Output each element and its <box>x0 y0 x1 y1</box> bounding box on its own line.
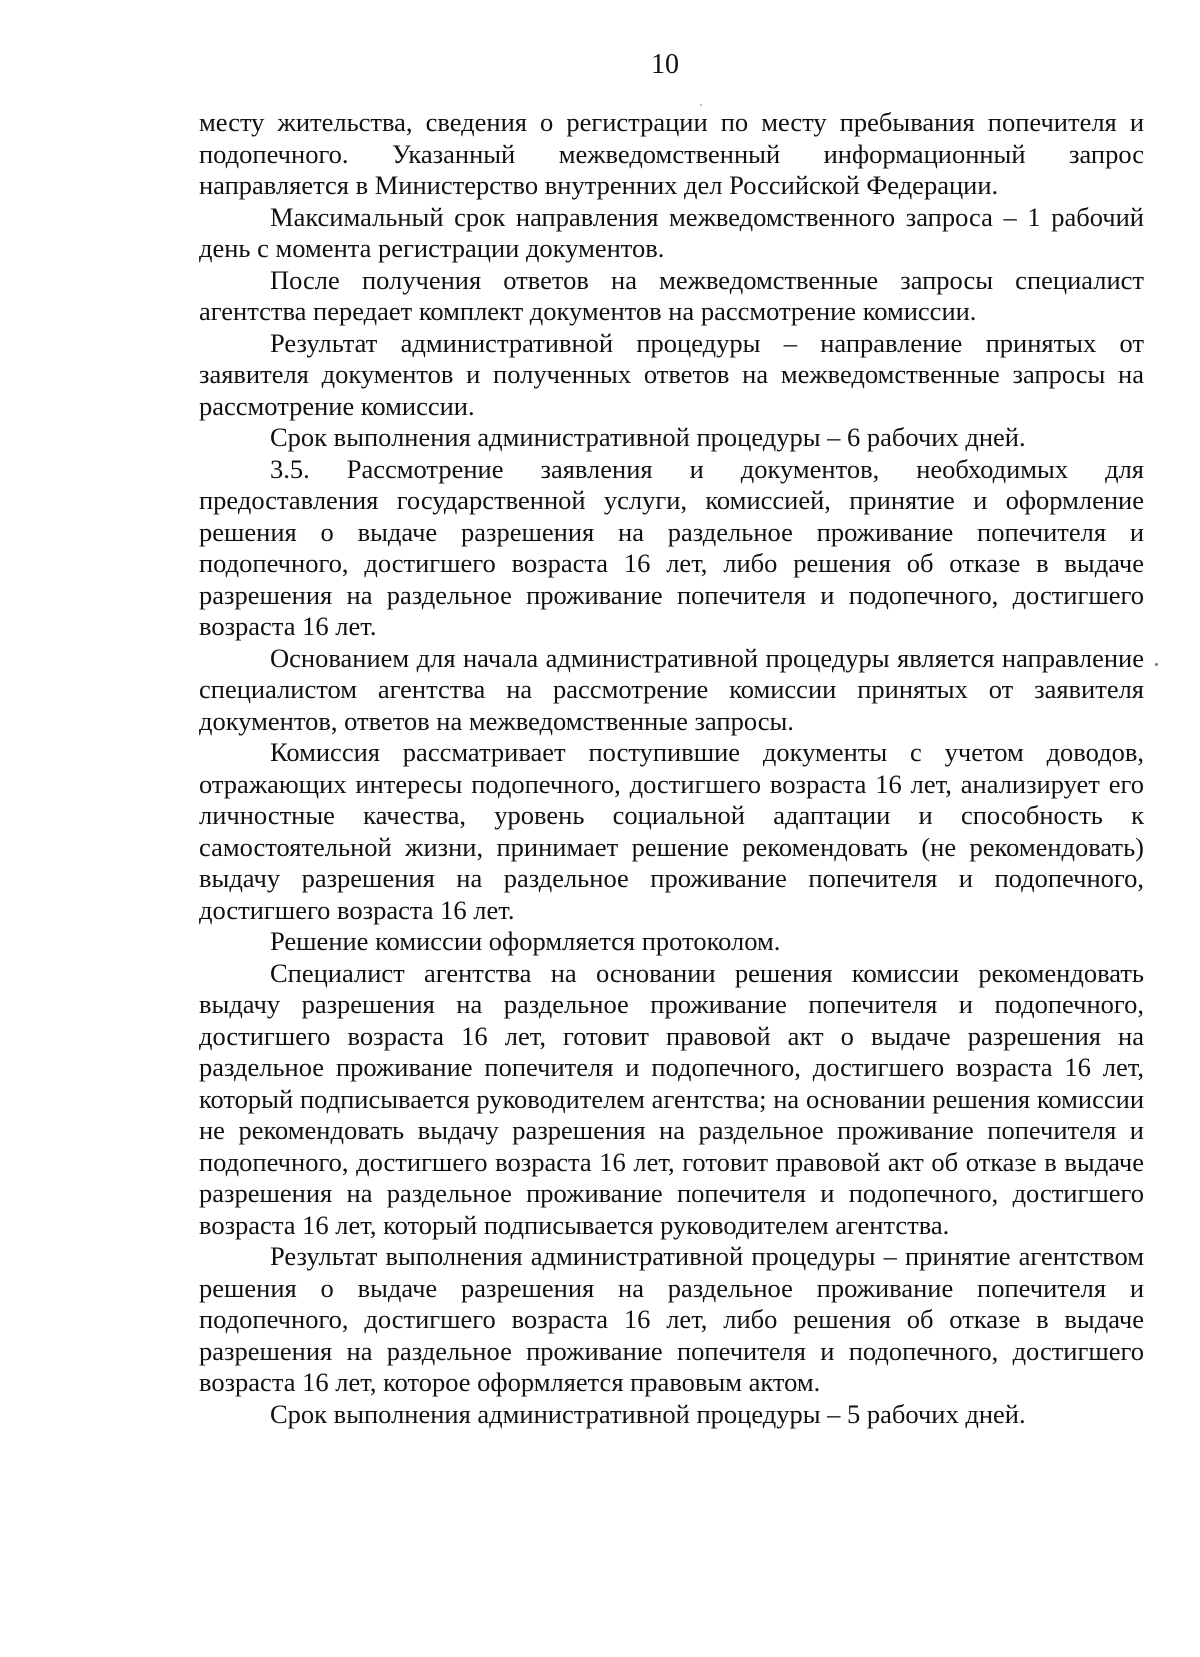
paragraph-procedure-basis: Основанием для начала административной процедуры является направление специалистом агентства на рассмотрение комиссии принятых от заявителя документов, ответов на межведомственные запросы. <box>199 642 1144 736</box>
scan-speck <box>700 104 702 106</box>
paragraph-procedure-term-5-days: Срок выполнения административной процедуры – 5 рабочих дней. <box>270 1398 1026 1429</box>
page-number: 10 <box>651 49 679 80</box>
paragraph-specialist-actions: Специалист агентства на основании решения комиссии рекомендовать выдачу разрешения на раздельное проживание попечителя и подопечного, достигшего возраста 16 лет, готовит правовой акт о выдаче разрешения на раздельное проживание попечителя и подопечного, достигшего возраста 16 лет, который подписывается руководителем агентства; на основании решения комиссии не рекомендовать выдачу разрешения на раздельное проживание попечителя и подопечного, достигшего возраста 16 лет, готовит правовой акт об отказе в выдаче разрешения на раздельное проживание попечителя и подопечного, достигшего возраста 16 лет, который подписывается руководителем агентства. <box>199 957 1144 1240</box>
scan-speck <box>1155 663 1158 666</box>
paragraph-commission-protocol: Решение комиссии оформляется протоколом. <box>270 926 781 956</box>
paragraph-continuation: месту жительства, сведения о регистрации по месту пребывания попечителя и подопечного. Указанный межведомственный информационный запрос направляется в Министерство внутренних дел Российской Федерации. <box>199 107 1144 200</box>
paragraph-max-request-term: Максимальный срок направления межведомственного запроса – 1 рабочий день с момента регистрации документов. <box>199 201 1144 263</box>
paragraph-procedure-result: Результат административной процедуры – направление принятых от заявителя документов и полученных ответов на межведомственные запросы на рассмотрение комиссии. <box>199 327 1144 421</box>
document-body <box>199 107 1144 1430</box>
paragraph-procedure-term-6-days: Срок выполнения административной процедуры – 6 рабочих дней. <box>270 422 1026 452</box>
paragraph-commission-review: Комиссия рассматривает поступившие документы с учетом доводов, отражающих интересы подопечного, достигшего возраста 16 лет, анализирует его личностные качества, уровень социальной адаптации и способность к самостоятельной жизни, принимает решение рекомендовать (не рекомендовать) выдачу разрешения на раздельное проживание попечителя и подопечного, достигшего возраста 16 лет. <box>199 737 1144 925</box>
paragraph-execution-result: Результат выполнения административной процедуры – принятие агентством решения о выдаче разрешения на раздельное проживание попечителя и подопечного, достигшего возраста 16 лет, либо решения об отказе в выдаче разрешения на раздельное проживание попечителя и подопечного, достигшего возраста 16 лет, которое оформляется правовым актом. <box>199 1241 1144 1397</box>
paragraph-section-3-5: 3.5. Рассмотрение заявления и документов, необходимых для предоставления государственной услуги, комиссией, принятие и оформление решения о выдаче разрешения на раздельное проживание попечителя и подопечного, достигшего возраста 16 лет, либо решения об отказе в выдаче разрешения на раздельное проживание попечителя и подопечного, достигшего возраста 16 лет. <box>199 453 1144 641</box>
paragraph-after-responses: После получения ответов на межведомственные запросы специалист агентства передает комплект документов на рассмотрение комиссии. <box>199 264 1144 326</box>
